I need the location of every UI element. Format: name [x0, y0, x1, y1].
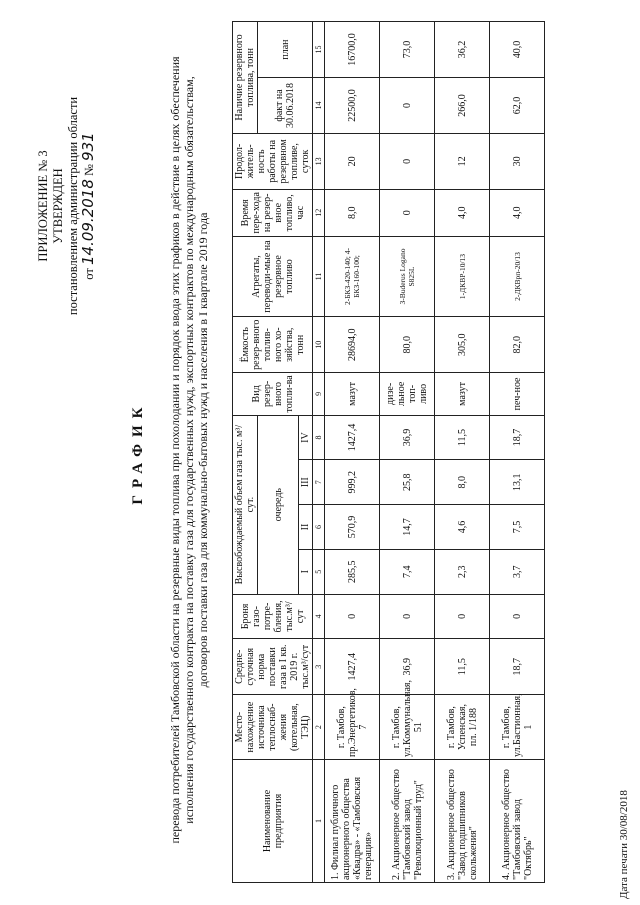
cell-q2: 7,5 [490, 505, 545, 550]
th-capacity: Ёмкость резер-вного топлив-ного хо-зяйства, тонн [233, 317, 313, 373]
col-num: 7 [313, 460, 325, 505]
col-num: 2 [313, 695, 325, 760]
schedule-table [232, 21, 545, 883]
cell-fact: 266,0 [435, 78, 490, 134]
col-num: 1 [313, 760, 325, 883]
appendix-number: ПРИЛОЖЕНИЕ № 3 [36, 150, 50, 262]
cell-fact: 22500,0 [325, 78, 380, 134]
cell-fuel: печ-ное [490, 373, 545, 415]
cell-q1: 2,3 [435, 549, 490, 594]
cell-fuel: мазут [325, 373, 380, 415]
th-fact: факт на 30.06.2018 [258, 78, 313, 134]
cell-switch: 0 [380, 189, 435, 236]
th-q4: IV [299, 415, 313, 460]
table-row [490, 22, 545, 883]
cell-location: г. Тамбов, ул.Коммунальная, 51 [380, 695, 435, 760]
cell-enterprise: 3. Акционерное общество "Завод подшипников скольжения" [435, 760, 490, 883]
column-number-row [313, 22, 325, 883]
col-num: 14 [313, 78, 325, 134]
cell-units: 3-Buderus Logano S825L [380, 236, 435, 317]
th-reserve: Броня газо-потре-бления, тыс.м³/сут [233, 594, 313, 639]
table-row [435, 22, 490, 883]
cell-q1: 285,5 [325, 549, 380, 594]
decree-label: постановлением администрации области [66, 96, 80, 316]
cell-duration: 30 [490, 133, 545, 189]
decree-date-line [81, 46, 97, 366]
cell-norm: 18,7 [490, 639, 545, 695]
col-num: 8 [313, 415, 325, 460]
cell-q2: 4,6 [435, 505, 490, 550]
cell-plan: 40,0 [490, 22, 545, 78]
cell-reserve: 0 [435, 594, 490, 639]
th-enterprise: Наименование предприятия [233, 760, 313, 883]
cell-fact: 62,0 [490, 78, 545, 134]
cell-fact: 0 [380, 78, 435, 134]
th-stage: очередь [258, 415, 299, 594]
cell-q4: 11,5 [435, 415, 490, 460]
cell-capacity: 82,0 [490, 317, 545, 373]
th-fuel-type: Вид резер-вного топли-ва [233, 373, 313, 415]
th-q2: II [299, 505, 313, 550]
cell-switch: 4,0 [490, 189, 545, 236]
table-row [380, 22, 435, 883]
col-num: 6 [313, 505, 325, 550]
cell-plan: 16700,0 [325, 22, 380, 78]
cell-units: 1-ДКВР-10/13 [435, 236, 490, 317]
col-num: 13 [313, 133, 325, 189]
th-duration: Продол-житель-ность работы на резервном топливе, суток [233, 133, 313, 189]
cell-reserve: 0 [490, 594, 545, 639]
cell-q4: 36,9 [380, 415, 435, 460]
col-num: 3 [313, 639, 325, 695]
document-title: ГРАФИК [130, 400, 146, 505]
th-location: Место-нахождение источника теплоснаб-жения (котельная, ТЭЦ) [233, 695, 313, 760]
cell-q3: 8,0 [435, 460, 490, 505]
cell-capacity: 305,0 [435, 317, 490, 373]
header-row-1 [233, 22, 258, 883]
print-date: Дата печати 30/08/2018 [618, 790, 630, 899]
date-prefix: от [82, 268, 96, 280]
cell-q4: 18,7 [490, 415, 545, 460]
cell-location: г. Тамбов, Успенская, пл. 1/188 [435, 695, 490, 760]
cell-units: 2-ДКВрп-20/13 [490, 236, 545, 317]
cell-plan: 73,0 [380, 22, 435, 78]
col-num: 15 [313, 22, 325, 78]
th-switch-time: Время пере-хода на резер-вное топливо, час [233, 189, 313, 236]
col-num: 4 [313, 594, 325, 639]
th-q3: III [299, 460, 313, 505]
cell-q2: 570,9 [325, 505, 380, 550]
cell-norm: 11,5 [435, 639, 490, 695]
th-norm: Средне-суточная норма поставки газа в I кв. 2019 г. тыс.м³/сут [233, 639, 313, 695]
th-stock: Наличие резервного топлива, тонн [233, 22, 258, 134]
cell-enterprise: 2. Акционерное общество "Тамбовский завод "Революционный труд" [380, 760, 435, 883]
cell-q3: 13,1 [490, 460, 545, 505]
col-num: 12 [313, 189, 325, 236]
cell-duration: 0 [380, 133, 435, 189]
cell-fuel: дизе-льное топ-ливо [380, 373, 435, 415]
cell-q1: 7,4 [380, 549, 435, 594]
cell-norm: 1427,4 [325, 639, 380, 695]
th-units: Агрегаты, переводи-мые на резервное топливо [233, 236, 313, 317]
cell-reserve: 0 [325, 594, 380, 639]
cell-capacity: 28694,0 [325, 317, 380, 373]
th-plan: план [258, 22, 313, 78]
cell-q3: 25,8 [380, 460, 435, 505]
th-q1: I [299, 549, 313, 594]
handwritten-number: 931 [79, 132, 97, 161]
cell-fuel: мазут [435, 373, 490, 415]
cell-location: г. Тамбов, пр.Энергетиков, 7 [325, 695, 380, 760]
cell-enterprise: 4. Акционерное общество "Тамбовский завод "Октябрь" [490, 760, 545, 883]
cell-duration: 20 [325, 133, 380, 189]
cell-reserve: 0 [380, 594, 435, 639]
cell-capacity: 80,0 [380, 317, 435, 373]
cell-enterprise: 1. Филиал публичного акционерного общества «Квадра» - «Тамбовская генерация» [325, 760, 380, 883]
cell-q4: 1427,4 [325, 415, 380, 460]
cell-units: 2-БКЗ-420-140; 4-БКЗ-160-100; [325, 236, 380, 317]
cell-q2: 14,7 [380, 505, 435, 550]
cell-q3: 999,2 [325, 460, 380, 505]
cell-q1: 3,7 [490, 549, 545, 594]
number-sign: № [82, 164, 96, 176]
document-subtitle: перевода потребителей Тамбовской области на резервные виды топлива при похолодании и порядок ввода этих графиков в действие в целях обеспечения исполнения государственного контракта на поставку газа для государственных нужд, экспортных контрактов по международным обязательствам, договоров поставки газа для коммунально-бытовых нужд и населения в I квартале 2019 года [168, 56, 210, 844]
table-row [325, 22, 380, 883]
approval-block [36, 46, 97, 366]
cell-switch: 4,0 [435, 189, 490, 236]
col-num: 10 [313, 317, 325, 373]
cell-norm: 36,9 [380, 639, 435, 695]
th-released: Высвобождаемый объем газа тыс. м³/сут. [233, 415, 258, 594]
cell-plan: 36,2 [435, 22, 490, 78]
cell-duration: 12 [435, 133, 490, 189]
cell-switch: 8,0 [325, 189, 380, 236]
col-num: 9 [313, 373, 325, 415]
handwritten-date: 14.09.2018 [79, 179, 97, 266]
approved-label: УТВЕРЖДЕН [51, 168, 65, 244]
col-num: 11 [313, 236, 325, 317]
col-num: 5 [313, 549, 325, 594]
cell-location: г. Тамбов, ул.Бастионная, 1 [490, 695, 545, 760]
